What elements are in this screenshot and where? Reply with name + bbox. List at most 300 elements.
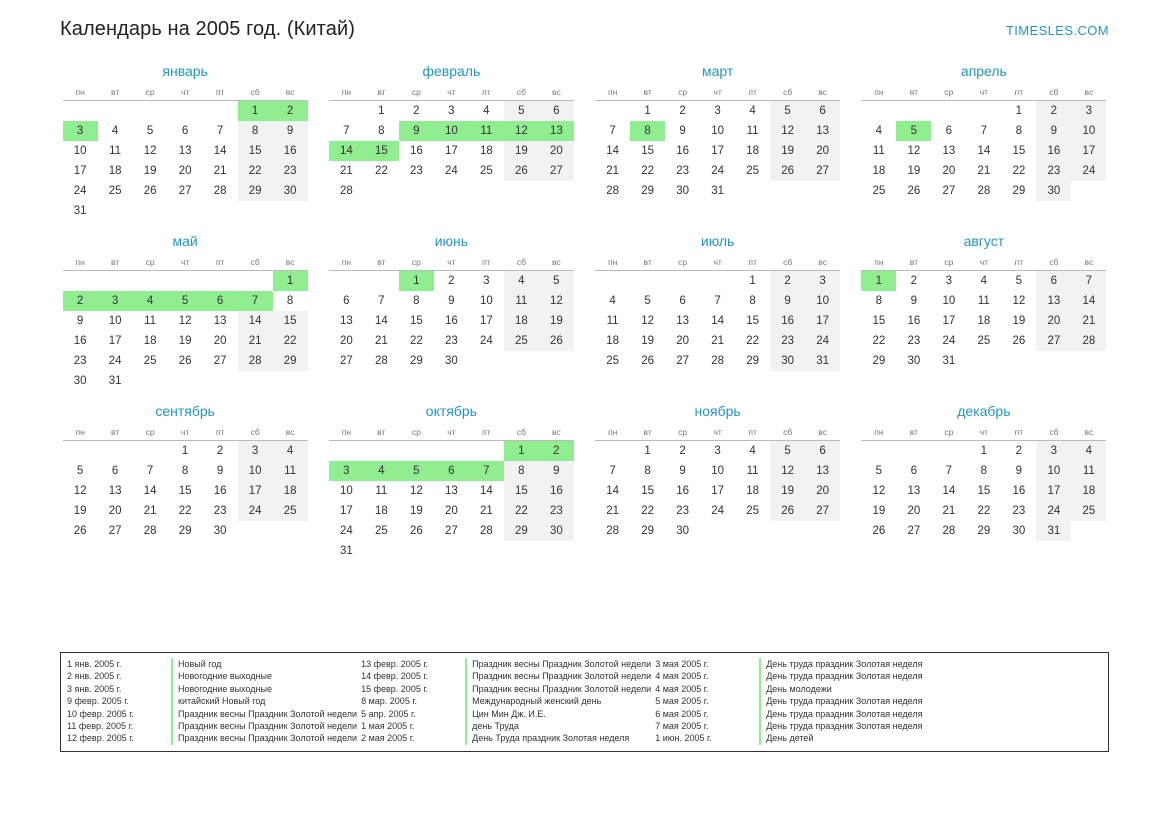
day-cell[interactable]: 7	[609, 125, 616, 137]
day-cell[interactable]: 1	[644, 445, 651, 457]
day-cell[interactable]: 9	[76, 315, 84, 327]
day-cell[interactable]: 10	[711, 465, 725, 477]
day-cell[interactable]: 31	[73, 205, 87, 217]
holiday-day-cell[interactable]: 4	[364, 461, 399, 481]
day-cell[interactable]: 8	[504, 461, 539, 481]
day-cell[interactable]: 23	[273, 161, 308, 181]
day-cell[interactable]: 10	[1071, 121, 1106, 141]
day-cell[interactable]: 26	[770, 501, 805, 521]
day-cell[interactable]: 26	[73, 525, 87, 537]
day-cell[interactable]: 12	[143, 145, 157, 157]
day-cell[interactable]: 6	[539, 101, 574, 122]
day-cell[interactable]: 3	[945, 275, 953, 287]
day-cell[interactable]: 13	[805, 461, 840, 481]
day-cell[interactable]: 22	[641, 505, 655, 517]
day-cell[interactable]: 21	[143, 505, 157, 517]
holiday-day-cell[interactable]: 1	[238, 101, 273, 122]
holiday-day-cell[interactable]: 3	[329, 461, 364, 481]
day-cell[interactable]: 25	[872, 185, 886, 197]
day-cell[interactable]: 9	[1015, 465, 1023, 477]
day-cell[interactable]: 8	[286, 295, 294, 307]
day-cell[interactable]: 6	[805, 101, 840, 122]
day-cell[interactable]: 18	[1071, 481, 1106, 501]
day-cell[interactable]: 17	[1071, 141, 1106, 161]
day-cell[interactable]: 18	[143, 335, 157, 347]
day-cell[interactable]: 27	[942, 185, 956, 197]
day-cell[interactable]: 29	[504, 521, 539, 541]
day-cell[interactable]: 29	[238, 181, 273, 201]
day-cell[interactable]: 26	[872, 525, 886, 537]
day-cell[interactable]: 29	[1012, 185, 1026, 197]
holiday-day-cell[interactable]: 14	[329, 141, 364, 161]
day-cell[interactable]: 22	[504, 501, 539, 521]
day-cell[interactable]: 20	[942, 165, 956, 177]
day-cell[interactable]: 15	[872, 315, 886, 327]
day-cell[interactable]: 9	[770, 291, 805, 311]
day-cell[interactable]: 2	[1015, 445, 1023, 457]
day-cell[interactable]: 30	[770, 351, 805, 371]
day-cell[interactable]: 5	[539, 271, 574, 292]
day-cell[interactable]: 23	[1036, 161, 1071, 181]
day-cell[interactable]: 3	[714, 105, 721, 117]
day-cell[interactable]: 23	[1012, 505, 1026, 517]
holiday-day-cell[interactable]: 2	[63, 291, 98, 311]
day-cell[interactable]: 9	[273, 121, 308, 141]
day-cell[interactable]: 11	[375, 485, 388, 497]
day-cell[interactable]: 13	[676, 315, 690, 327]
day-cell[interactable]: 9	[539, 461, 574, 481]
day-cell[interactable]: 16	[73, 335, 87, 347]
day-cell[interactable]: 15	[746, 315, 760, 327]
day-cell[interactable]: 18	[606, 335, 620, 347]
day-cell[interactable]: 24	[1036, 501, 1071, 521]
day-cell[interactable]: 2	[413, 105, 420, 117]
day-cell[interactable]: 16	[770, 311, 805, 331]
day-cell[interactable]: 25	[746, 505, 760, 517]
day-cell[interactable]: 14	[711, 315, 725, 327]
day-cell[interactable]: 19	[907, 165, 921, 177]
day-cell[interactable]: 20	[676, 335, 690, 347]
day-cell[interactable]: 12	[178, 315, 192, 327]
day-cell[interactable]: 13	[1036, 291, 1071, 311]
day-cell[interactable]: 13	[213, 315, 227, 327]
day-cell[interactable]: 1	[980, 445, 988, 457]
day-cell[interactable]: 18	[273, 481, 308, 501]
day-cell[interactable]: 11	[1071, 461, 1106, 481]
day-cell[interactable]: 3	[1036, 441, 1071, 462]
day-cell[interactable]: 12	[641, 315, 655, 327]
day-cell[interactable]: 5	[770, 441, 805, 462]
day-cell[interactable]: 25	[108, 185, 122, 197]
day-cell[interactable]: 16	[907, 315, 921, 327]
day-cell[interactable]: 17	[479, 315, 493, 327]
day-cell[interactable]: 27	[805, 161, 840, 181]
day-cell[interactable]: 20	[178, 165, 192, 177]
day-cell[interactable]: 12	[770, 121, 805, 141]
day-cell[interactable]: 20	[213, 335, 227, 347]
day-cell[interactable]: 18	[504, 311, 539, 331]
day-cell[interactable]: 7	[343, 125, 350, 137]
day-cell[interactable]: 4	[609, 295, 616, 307]
day-cell[interactable]: 25	[746, 165, 760, 177]
day-cell[interactable]: 17	[339, 505, 353, 517]
day-cell[interactable]: 20	[539, 141, 574, 161]
day-cell[interactable]: 22	[1012, 165, 1026, 177]
day-cell[interactable]: 13	[178, 145, 192, 157]
day-cell[interactable]: 23	[676, 505, 690, 517]
day-cell[interactable]: 23	[213, 505, 227, 517]
day-cell[interactable]: 21	[942, 505, 956, 517]
day-cell[interactable]: 27	[907, 525, 921, 537]
holiday-day-cell[interactable]: 8	[630, 121, 665, 141]
holiday-day-cell[interactable]: 3	[63, 121, 98, 141]
day-cell[interactable]: 24	[805, 331, 840, 351]
day-cell[interactable]: 14	[1071, 291, 1106, 311]
day-cell[interactable]: 15	[641, 145, 655, 157]
day-cell[interactable]: 10	[108, 315, 122, 327]
day-cell[interactable]: 28	[711, 355, 725, 367]
day-cell[interactable]: 4	[273, 441, 308, 462]
day-cell[interactable]: 27	[213, 355, 227, 367]
day-cell[interactable]: 18	[479, 145, 493, 157]
day-cell[interactable]: 21	[1071, 311, 1106, 331]
day-cell[interactable]: 18	[872, 165, 886, 177]
day-cell[interactable]: 15	[409, 315, 423, 327]
day-cell[interactable]: 10	[805, 291, 840, 311]
day-cell[interactable]: 29	[977, 525, 991, 537]
day-cell[interactable]: 28	[238, 351, 273, 371]
day-cell[interactable]: 13	[444, 485, 458, 497]
day-cell[interactable]: 4	[749, 445, 756, 457]
day-cell[interactable]: 26	[539, 331, 574, 351]
day-cell[interactable]: 27	[539, 161, 574, 181]
holiday-day-cell[interactable]: 3	[98, 291, 133, 311]
day-cell[interactable]: 11	[872, 145, 885, 157]
day-cell[interactable]: 14	[374, 315, 388, 327]
day-cell[interactable]: 25	[273, 501, 308, 521]
day-cell[interactable]: 12	[539, 291, 574, 311]
day-cell[interactable]: 28	[977, 185, 991, 197]
day-cell[interactable]: 16	[213, 485, 227, 497]
day-cell[interactable]: 13	[907, 485, 921, 497]
day-cell[interactable]: 23	[770, 331, 805, 351]
day-cell[interactable]: 30	[273, 181, 308, 201]
holiday-day-cell[interactable]: 4	[133, 291, 168, 311]
holiday-day-cell[interactable]: 1	[273, 271, 308, 292]
day-cell[interactable]: 16	[539, 481, 574, 501]
day-cell[interactable]: 7	[216, 125, 224, 137]
day-cell[interactable]: 27	[178, 185, 192, 197]
site-brand[interactable]: TIMESLES.COM	[1005, 23, 1109, 38]
day-cell[interactable]: 11	[606, 315, 619, 327]
day-cell[interactable]: 21	[213, 165, 227, 177]
day-cell[interactable]: 4	[980, 275, 988, 287]
day-cell[interactable]: 23	[73, 355, 87, 367]
day-cell[interactable]: 8	[181, 465, 189, 477]
day-cell[interactable]: 15	[977, 485, 991, 497]
day-cell[interactable]: 8	[413, 295, 420, 307]
day-cell[interactable]: 2	[216, 445, 224, 457]
day-cell[interactable]: 7	[609, 465, 616, 477]
day-cell[interactable]: 6	[805, 441, 840, 462]
day-cell[interactable]: 26	[770, 161, 805, 181]
day-cell[interactable]: 30	[676, 185, 690, 197]
holiday-day-cell[interactable]: 9	[399, 121, 434, 141]
day-cell[interactable]: 5	[770, 101, 805, 122]
day-cell[interactable]: 5	[504, 101, 539, 122]
day-cell[interactable]: 16	[409, 145, 423, 157]
day-cell[interactable]: 10	[711, 125, 725, 137]
day-cell[interactable]: 20	[805, 481, 840, 501]
day-cell[interactable]: 8	[1015, 125, 1023, 137]
day-cell[interactable]: 4	[875, 125, 883, 137]
day-cell[interactable]: 12	[73, 485, 87, 497]
day-cell[interactable]: 13	[942, 145, 956, 157]
day-cell[interactable]: 17	[444, 145, 458, 157]
day-cell[interactable]: 18	[746, 145, 760, 157]
holiday-day-cell[interactable]: 6	[203, 291, 238, 311]
day-cell[interactable]: 24	[73, 185, 87, 197]
day-cell[interactable]: 17	[711, 485, 725, 497]
day-cell[interactable]: 2	[679, 445, 686, 457]
day-cell[interactable]: 21	[606, 505, 620, 517]
day-cell[interactable]: 17	[238, 481, 273, 501]
day-cell[interactable]: 20	[108, 505, 122, 517]
day-cell[interactable]: 5	[76, 465, 84, 477]
holiday-day-cell[interactable]: 1	[504, 441, 539, 462]
day-cell[interactable]: 30	[73, 375, 87, 387]
day-cell[interactable]: 10	[73, 145, 87, 157]
day-cell[interactable]: 3	[714, 445, 721, 457]
day-cell[interactable]: 27	[676, 355, 690, 367]
day-cell[interactable]: 12	[770, 461, 805, 481]
day-cell[interactable]: 3	[805, 271, 840, 292]
day-cell[interactable]: 12	[907, 145, 921, 157]
day-cell[interactable]: 22	[641, 165, 655, 177]
day-cell[interactable]: 6	[1036, 271, 1071, 292]
day-cell[interactable]: 29	[641, 525, 655, 537]
day-cell[interactable]: 2	[1036, 101, 1071, 122]
day-cell[interactable]: 11	[273, 461, 308, 481]
day-cell[interactable]: 27	[108, 525, 122, 537]
day-cell[interactable]: 27	[805, 501, 840, 521]
day-cell[interactable]: 29	[273, 351, 308, 371]
day-cell[interactable]: 22	[273, 331, 308, 351]
day-cell[interactable]: 9	[1036, 121, 1071, 141]
day-cell[interactable]: 22	[374, 165, 388, 177]
day-cell[interactable]: 31	[339, 545, 353, 557]
day-cell[interactable]: 24	[444, 165, 458, 177]
day-cell[interactable]: 10	[1036, 461, 1071, 481]
day-cell[interactable]: 16	[273, 141, 308, 161]
day-cell[interactable]: 3	[1071, 101, 1106, 122]
day-cell[interactable]: 20	[907, 505, 921, 517]
day-cell[interactable]: 19	[770, 481, 805, 501]
day-cell[interactable]: 22	[178, 505, 192, 517]
day-cell[interactable]: 1	[749, 275, 756, 287]
day-cell[interactable]: 17	[942, 315, 956, 327]
day-cell[interactable]: 5	[1015, 275, 1023, 287]
day-cell[interactable]: 6	[910, 465, 918, 477]
day-cell[interactable]: 15	[178, 485, 192, 497]
day-cell[interactable]: 10	[238, 461, 273, 481]
day-cell[interactable]: 8	[749, 295, 756, 307]
day-cell[interactable]: 13	[805, 121, 840, 141]
day-cell[interactable]: 28	[606, 525, 620, 537]
day-cell[interactable]: 17	[108, 335, 122, 347]
day-cell[interactable]: 3	[238, 441, 273, 462]
day-cell[interactable]: 12	[1012, 295, 1026, 307]
day-cell[interactable]: 7	[945, 465, 953, 477]
day-cell[interactable]: 3	[448, 105, 455, 117]
holiday-day-cell[interactable]: 5	[168, 291, 203, 311]
day-cell[interactable]: 14	[942, 485, 956, 497]
day-cell[interactable]: 7	[146, 465, 154, 477]
day-cell[interactable]: 27	[1036, 331, 1071, 351]
day-cell[interactable]: 29	[872, 355, 886, 367]
day-cell[interactable]: 24	[1071, 161, 1106, 181]
day-cell[interactable]: 24	[479, 335, 493, 347]
day-cell[interactable]: 21	[606, 165, 620, 177]
day-cell[interactable]: 17	[1036, 481, 1071, 501]
day-cell[interactable]: 19	[409, 505, 423, 517]
day-cell[interactable]: 18	[374, 505, 388, 517]
day-cell[interactable]: 24	[711, 165, 725, 177]
day-cell[interactable]: 19	[73, 505, 87, 517]
day-cell[interactable]: 6	[181, 125, 189, 137]
day-cell[interactable]: 31	[1036, 521, 1071, 541]
day-cell[interactable]: 18	[746, 485, 760, 497]
day-cell[interactable]: 2	[448, 275, 455, 287]
day-cell[interactable]: 21	[711, 335, 725, 347]
day-cell[interactable]: 22	[746, 335, 760, 347]
day-cell[interactable]: 21	[238, 331, 273, 351]
day-cell[interactable]: 14	[238, 311, 273, 331]
day-cell[interactable]: 8	[875, 295, 883, 307]
day-cell[interactable]: 4	[483, 105, 490, 117]
day-cell[interactable]: 25	[374, 525, 388, 537]
day-cell[interactable]: 1	[1015, 105, 1023, 117]
day-cell[interactable]: 25	[1071, 501, 1106, 521]
day-cell[interactable]: 8	[644, 465, 651, 477]
day-cell[interactable]: 21	[977, 165, 991, 177]
day-cell[interactable]: 16	[1036, 141, 1071, 161]
day-cell[interactable]: 16	[676, 145, 690, 157]
day-cell[interactable]: 6	[111, 465, 119, 477]
day-cell[interactable]: 1	[378, 105, 385, 117]
day-cell[interactable]: 16	[444, 315, 458, 327]
day-cell[interactable]: 4	[749, 105, 756, 117]
day-cell[interactable]: 22	[977, 505, 991, 517]
day-cell[interactable]: 30	[539, 521, 574, 541]
day-cell[interactable]: 20	[1036, 311, 1071, 331]
holiday-day-cell[interactable]: 12	[504, 121, 539, 141]
day-cell[interactable]: 19	[641, 335, 655, 347]
day-cell[interactable]: 2	[770, 271, 805, 292]
day-cell[interactable]: 17	[73, 165, 87, 177]
day-cell[interactable]: 11	[144, 315, 157, 327]
day-cell[interactable]: 29	[409, 355, 423, 367]
day-cell[interactable]: 26	[178, 355, 192, 367]
day-cell[interactable]: 22	[238, 161, 273, 181]
day-cell[interactable]: 30	[1036, 181, 1071, 201]
day-cell[interactable]: 19	[143, 165, 157, 177]
day-cell[interactable]: 23	[907, 335, 921, 347]
day-cell[interactable]: 4	[1071, 441, 1106, 462]
day-cell[interactable]: 28	[339, 185, 353, 197]
holiday-day-cell[interactable]: 2	[273, 101, 308, 122]
day-cell[interactable]: 18	[977, 315, 991, 327]
day-cell[interactable]: 8	[378, 125, 385, 137]
day-cell[interactable]: 24	[238, 501, 273, 521]
day-cell[interactable]: 5	[875, 465, 883, 477]
day-cell[interactable]: 25	[479, 165, 493, 177]
day-cell[interactable]: 14	[606, 145, 620, 157]
day-cell[interactable]: 20	[805, 141, 840, 161]
day-cell[interactable]: 3	[483, 275, 490, 287]
day-cell[interactable]: 28	[942, 525, 956, 537]
day-cell[interactable]: 14	[143, 485, 157, 497]
day-cell[interactable]: 11	[504, 291, 539, 311]
holiday-day-cell[interactable]: 1	[861, 271, 896, 292]
day-cell[interactable]: 7	[1071, 271, 1106, 292]
day-cell[interactable]: 26	[907, 185, 921, 197]
day-cell[interactable]: 28	[1071, 331, 1106, 351]
day-cell[interactable]: 13	[108, 485, 122, 497]
day-cell[interactable]: 15	[641, 485, 655, 497]
day-cell[interactable]: 23	[409, 165, 423, 177]
day-cell[interactable]: 7	[714, 295, 721, 307]
day-cell[interactable]: 11	[977, 295, 990, 307]
holiday-day-cell[interactable]: 13	[539, 121, 574, 141]
day-cell[interactable]: 7	[980, 125, 988, 137]
day-cell[interactable]: 29	[641, 185, 655, 197]
day-cell[interactable]: 31	[108, 375, 122, 387]
day-cell[interactable]: 9	[448, 295, 455, 307]
holiday-day-cell[interactable]: 7	[238, 291, 273, 311]
day-cell[interactable]: 12	[409, 485, 423, 497]
day-cell[interactable]: 17	[805, 311, 840, 331]
day-cell[interactable]: 16	[676, 485, 690, 497]
day-cell[interactable]: 25	[143, 355, 157, 367]
day-cell[interactable]: 11	[746, 465, 759, 477]
day-cell[interactable]: 26	[641, 355, 655, 367]
day-cell[interactable]: 24	[942, 335, 956, 347]
holiday-day-cell[interactable]: 2	[539, 441, 574, 462]
day-cell[interactable]: 24	[339, 525, 353, 537]
day-cell[interactable]: 24	[711, 505, 725, 517]
day-cell[interactable]: 10	[942, 295, 956, 307]
day-cell[interactable]: 9	[910, 295, 918, 307]
day-cell[interactable]: 19	[770, 141, 805, 161]
day-cell[interactable]: 25	[606, 355, 620, 367]
day-cell[interactable]: 23	[676, 165, 690, 177]
day-cell[interactable]: 14	[213, 145, 227, 157]
day-cell[interactable]: 26	[143, 185, 157, 197]
day-cell[interactable]: 5	[146, 125, 154, 137]
day-cell[interactable]: 28	[606, 185, 620, 197]
day-cell[interactable]: 21	[374, 335, 388, 347]
day-cell[interactable]: 4	[111, 125, 119, 137]
day-cell[interactable]: 1	[644, 105, 651, 117]
day-cell[interactable]: 14	[606, 485, 620, 497]
day-cell[interactable]: 30	[676, 525, 690, 537]
day-cell[interactable]: 26	[1012, 335, 1026, 347]
day-cell[interactable]: 14	[479, 485, 493, 497]
day-cell[interactable]: 21	[479, 505, 493, 517]
day-cell[interactable]: 6	[679, 295, 686, 307]
day-cell[interactable]: 30	[213, 525, 227, 537]
